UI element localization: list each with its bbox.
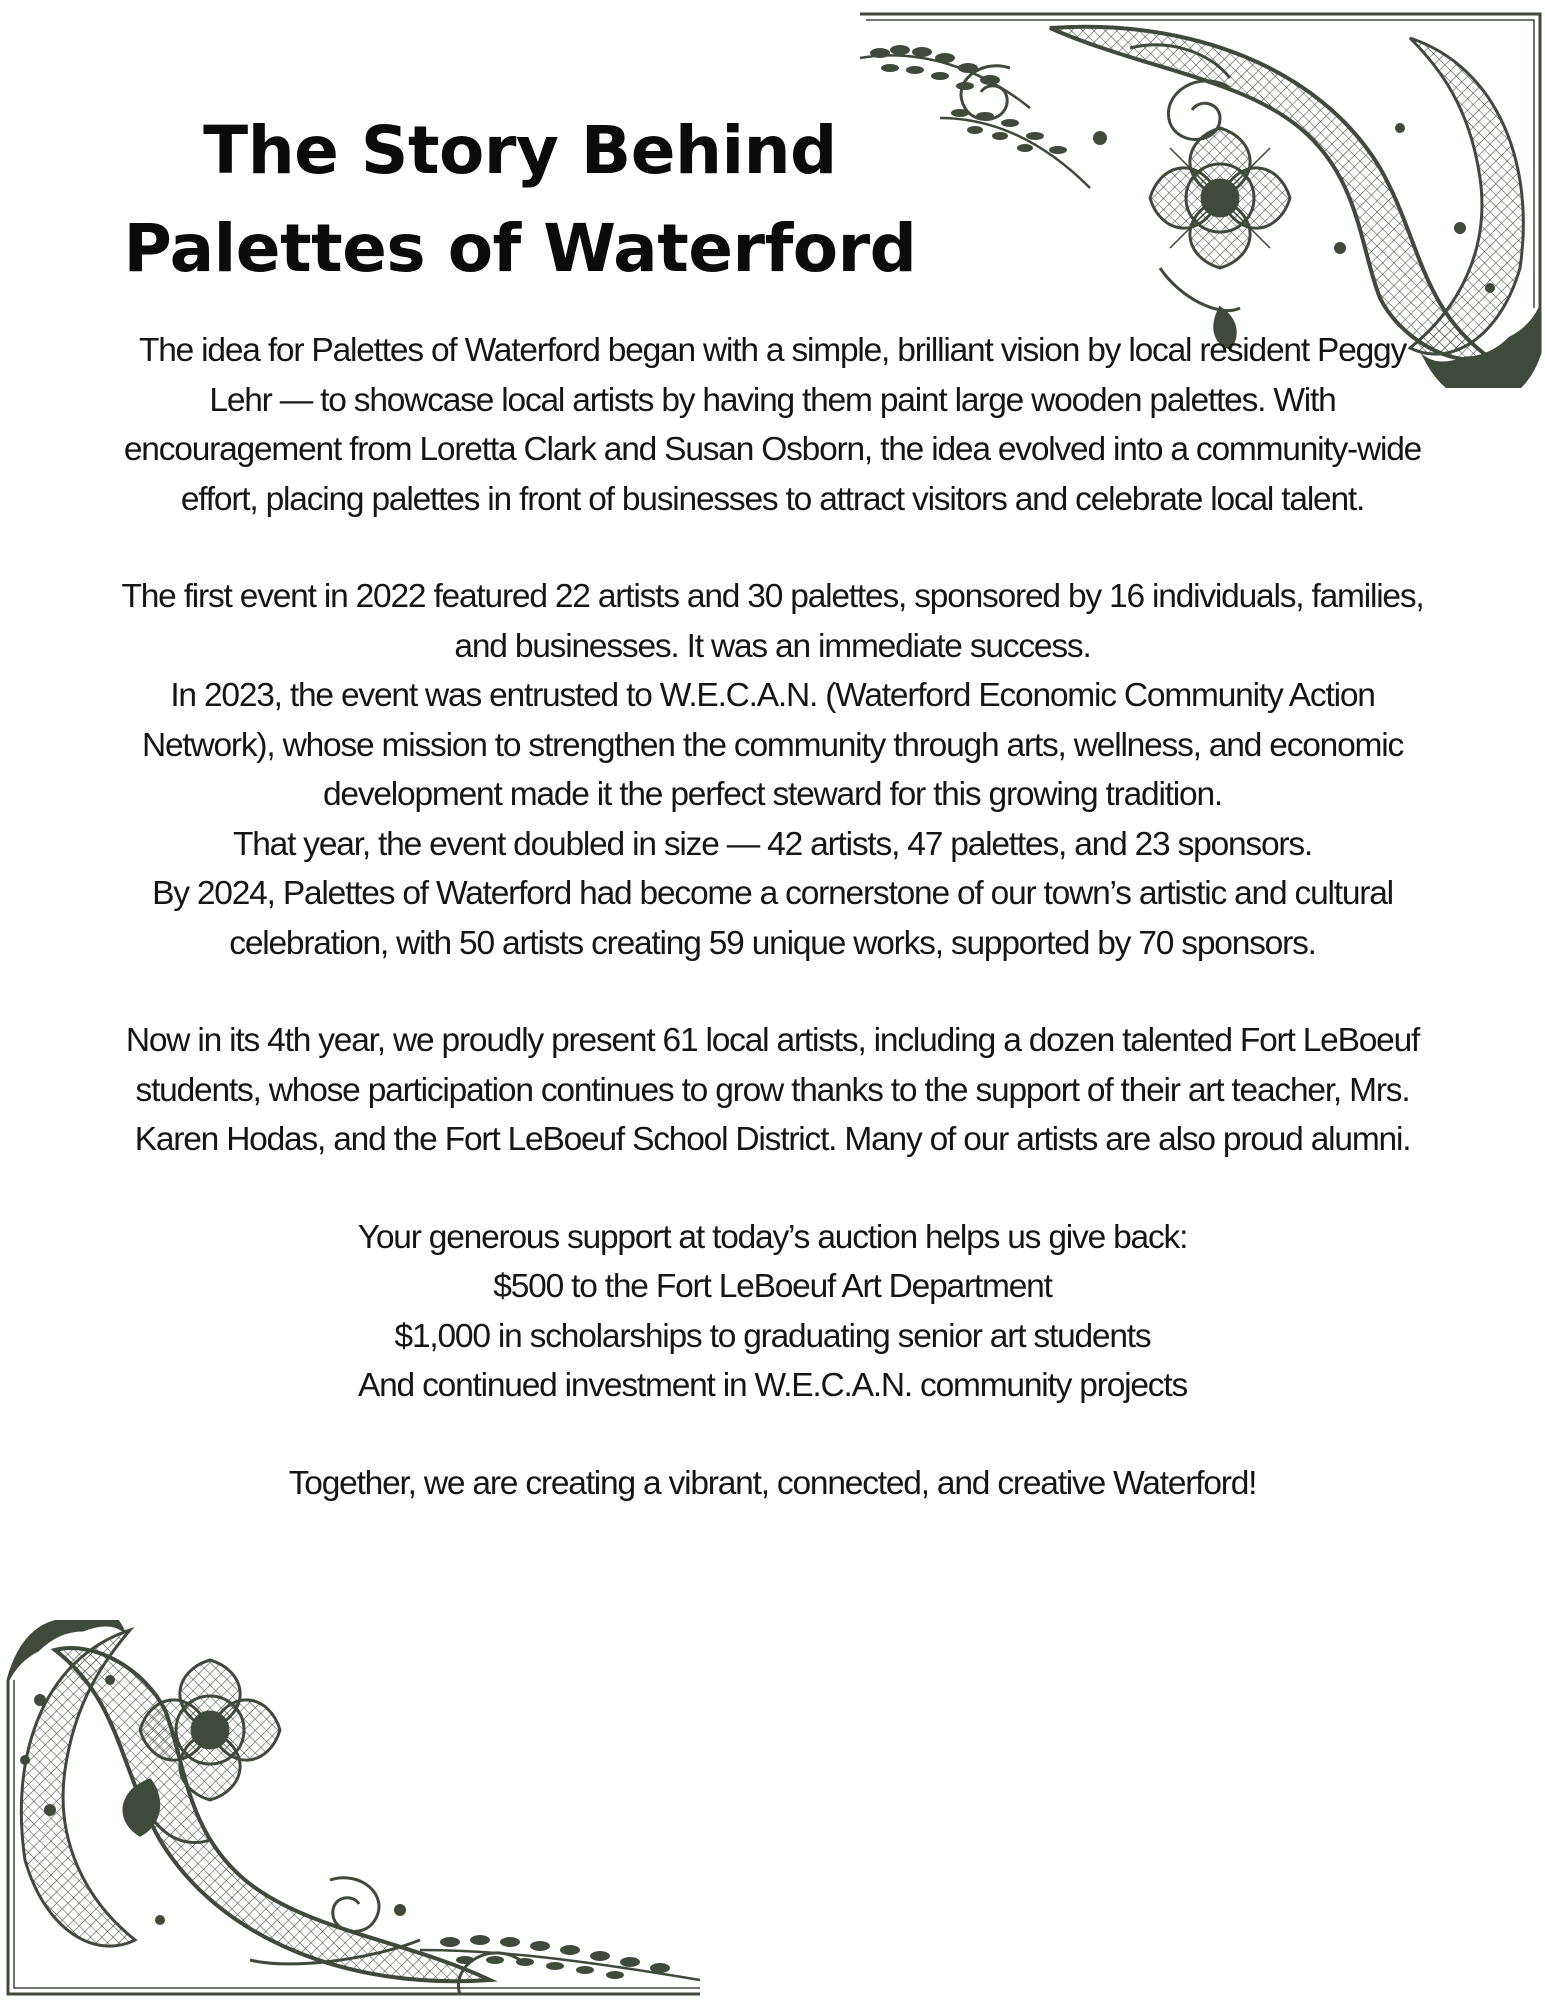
- support-item: $1,000 in scholarships to graduating senior art students: [394, 1317, 1151, 1355]
- floral-corner-bottom-left-icon: [0, 1620, 740, 2000]
- paragraph-2023: In 2023, the event was entrusted to W.E.C.A.N. (Waterford Economic Community Action Network), whose mission to strengthen the community through arts, wellness, and economic development made it the perfect steward for this growing tradition.: [141, 677, 1404, 813]
- support-item: $500 to the Fort LeBoeuf Art Department: [493, 1268, 1052, 1305]
- page-title-line-1: The Story Behind: [203, 112, 837, 189]
- paragraph-2022: The first event in 2022 featured 22 artists and 30 palettes, sponsored by 16 individuals, families, and businesses. It was an immediate success.: [121, 578, 1424, 665]
- support-intro: Your generous support at today’s auction helps us give back:: [357, 1218, 1188, 1256]
- support-item: And continued investment in W.E.C.A.N. community projects: [357, 1367, 1188, 1404]
- paragraph-2023-growth: That year, the event doubled in size — 42 artists, 47 palettes, and 23 sponsors.: [232, 825, 1313, 863]
- story-body: [110, 326, 1435, 1508]
- paragraph-origin: The idea for Palettes of Waterford began with a simple, brilliant vision by local resident Peggy Lehr — to showcase local artists by having them paint large wooden palettes. With encouragement from Loretta Clark and Susan Osborn, the idea evolved into a community-wide effort, placing palettes in front of businesses to attract visitors and celebrate local talent.: [123, 332, 1422, 518]
- page-title-line-2: Palettes of Waterford: [123, 210, 917, 287]
- paragraph-current-year: Now in its 4th year, we proudly present 61 local artists, including a dozen talented Fort LeBoeuf students, whose participation continues to grow thanks to the support of their art teacher, Mrs. Karen Hodas, and the Fort LeBoeuf School District. Many of our artists are also proud alumni.: [125, 1022, 1420, 1158]
- paragraph-2024: By 2024, Palettes of Waterford had become a cornerstone of our town’s artistic and cultural celebration, with 50 artists creating 59 unique works, supported by 70 sponsors.: [152, 875, 1393, 962]
- closing-line: Together, we are creating a vibrant, connected, and creative Waterford!: [288, 1464, 1257, 1502]
